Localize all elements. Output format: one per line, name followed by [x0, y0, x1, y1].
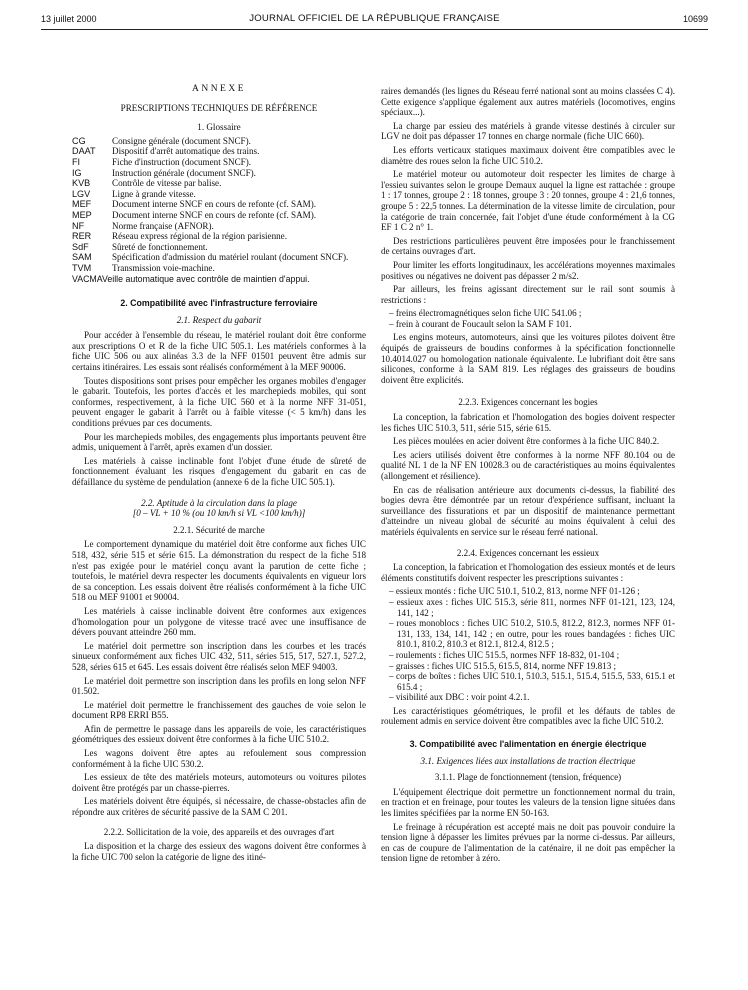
- list-item: – graisses : fiches UIC 515.5, 615.5, 814, norme NFF 19.813 ;: [389, 660, 617, 671]
- paragraph: Pour les marchepieds mobiles, des engagements plus importants peuvent être admis, uniquement à l'arrêt, après examen d'un dossier.: [72, 431, 366, 453]
- list-item: – roues monoblocs : fiches UIC 510.2, 510.5, 812.2, 812.3, normes NFF 01-131, 133, 134, 141, 142 ; en outre, pour les roues bandagées : fiches UIC 810.1, 810.2, 810.3 et 812.1, 812.4, 812.5 ;: [389, 618, 675, 650]
- glossary-def: Contrôle de vitesse par balise.: [112, 178, 222, 189]
- glossary-row: [72, 210, 348, 221]
- header-rule: [41, 29, 708, 30]
- glossary-abbr: LGV: [72, 188, 91, 199]
- paragraph: Pour limiter les efforts longitudinaux, les accélérations moyennes maximales positives ou négatives ne doivent pas dépasser 2 m/s2.: [381, 259, 675, 281]
- section-2-2-range: [0 – VL + 10 % (ou 10 km/h si VL <100 km/h)]: [132, 508, 306, 519]
- glossary-abbr: FI: [72, 156, 81, 167]
- glossary-row: [72, 221, 348, 232]
- glossary-row: [72, 146, 348, 157]
- list-item: – corps de boîtes : fiches UIC 510.1, 510.3, 515.1, 515.4, 515.5, 533, 615.1 et 615.4 ;: [389, 671, 675, 692]
- page-header: [41, 14, 708, 28]
- paragraph: Les efforts verticaux statiques maximaux doivent être compatibles avec le diamètre des roues selon la fiche UIC 510.2.: [381, 144, 675, 166]
- section-2-2-3-heading: 2.2.3. Exigences concernant les bogies: [458, 397, 598, 408]
- paragraph: Les pièces moulées en acier doivent être conformes à la fiche UIC 840.2.: [393, 436, 660, 447]
- header-date: 13 juillet 2000: [41, 14, 97, 24]
- glossary-abbr: NF: [72, 220, 85, 231]
- paragraph: Le matériel doit permettre son inscription dans les courbes et les tracés sinueux conformément aux fiches UIC 432, 511, séries 515, 517, 527.1, 527.2, 528, séries 615 et 645. Les essais doivent être réalisés selon MEF 94003.: [72, 640, 366, 672]
- glossary-def: Réseau express régional de la région parisienne.: [112, 231, 287, 242]
- paragraph: La disposition et la charge des essieux des wagons doivent être conformes à la fiche UIC 700 selon la catégorie de ligne des itiné-: [72, 841, 366, 862]
- paragraph: Le matériel doit permettre son inscription dans les profils en long selon NFF 01.502.: [72, 675, 366, 697]
- glossary-row: [72, 178, 348, 189]
- glossary-abbr: RER: [72, 231, 92, 242]
- paragraph: Pour accéder à l'ensemble du réseau, le matériel roulant doit être conforme aux prescriptions O et R de la fiche UIC 505.1. Les matériels conformes à la fiche UIC 506 ou aux alinéas 3.3 de la NFF 01501 peuvent être admis sur certains itinéraires. Les essais sont réalisés conformément à la MEF 90006.: [72, 330, 366, 373]
- glossary-row: [72, 136, 348, 147]
- axle-list: [381, 586, 675, 703]
- list-item: – visibilité aux DBC : voir point 4.2.1.: [389, 692, 530, 703]
- paragraph: Les aciers utilisés doivent être conformes à la norme NFF 80.104 ou de qualité NL 1 de la NF EN 10028.3 ou de caractéristiques au moins équivalentes (allongement et résilience).: [381, 449, 675, 481]
- glossary-row: [72, 189, 348, 200]
- glossary-abbr: MEP: [72, 209, 92, 220]
- list-item: – essieux montés : fiche UIC 510.1, 510.2, 813, norme NFF 01-126 ;: [389, 586, 640, 597]
- page-number: 10699: [682, 14, 708, 24]
- glossary-def: Sûreté de fonctionnement.: [112, 241, 208, 252]
- glossary-def: Ligne à grande vitesse.: [112, 188, 196, 199]
- glossary-abbr: SAM: [72, 252, 92, 263]
- glossary-def: Instruction générale (document SNCF).: [112, 167, 256, 178]
- paragraph: Les wagons doivent être aptes au refoulement sous compression conformément à la fiche UIC 530.2.: [72, 748, 366, 769]
- paragraph: Le matériel doit permettre le franchissement des gauches de voie selon le document RP8 ERRI B55.: [72, 699, 366, 721]
- paragraph: Afin de permettre le passage dans les appareils de voie, les caractéristiques géométriques des essieux doivent être conformes à la fiche UIC 510.2.: [72, 723, 366, 745]
- glossary-table: [72, 136, 348, 274]
- right-column: [381, 86, 675, 867]
- section-3-1-heading: 3.1. Exigences liées aux installations de traction électrique: [420, 755, 636, 766]
- list-item: – frein à courant de Foucault selon la SAM F 101.: [389, 318, 572, 329]
- list-item: – essieux axes : fiches UIC 515.3, série 811, normes NFF 01-121, 123, 124, 141, 142 ;: [389, 596, 675, 618]
- glossary-def: Norme française (AFNOR).: [112, 220, 214, 231]
- section-2-2-4-heading: 2.2.4. Exigences concernant les essieux: [456, 547, 600, 558]
- glossary-def: Dispositif d'arrêt automatique des trains.: [112, 146, 260, 157]
- glossary-vacma: VACMAVeille automatique avec contrôle de maintien d'appui.: [72, 273, 310, 284]
- section-2-heading: 2. Compatibilité avec l'infrastructure ferroviaire: [120, 298, 318, 309]
- paragraph: Les engins moteurs, automoteurs, ainsi que les voitures pilotes doivent être équipés de graisseurs de boudins conformes à la spécification fonctionnelle 10.4014.027 ou homologation nationale équivalente. Le lubrifiant doit être sans silicones, conforme à la SAM 819. Les réglages des graisseurs de boudins doivent être explicités.: [381, 332, 675, 385]
- paragraph: L'équipement électrique doit permettre un fonctionnement normal du train, en traction et en freinage, pour toutes les valeurs de la tension ligne situées dans les limites spécifiées par la norme EN 50-163.: [381, 786, 675, 819]
- paragraph: Les matériels à caisse inclinable doivent être conformes aux exigences d'homologation pour un polygone de vitesse tracé avec une insuffisance de dévers pouvant atteindre 260 mm.: [72, 605, 366, 638]
- list-item: – roulements : fiches UIC 515.5, normes NFF 18-832, 01-104 ;: [389, 649, 620, 660]
- glossary-row: [72, 252, 348, 263]
- glossary-abbr: DAAT: [72, 146, 96, 157]
- glossary-abbr: TVM: [72, 262, 92, 273]
- glossary-heading: 1. Glossaire: [197, 122, 241, 133]
- paragraph: Toutes dispositions sont prises pour empêcher les organes mobiles d'engager le gabarit. Toutefois, les portes d'accès et les marchepieds mobiles, qui sont conformes, respectivement, à la fiche UIC 560 et à la norme NFF 31-051, peuvent engager le gabarit à l'arrêt ou à faible vitesse (< 5 km/h) dans les conditions prévues par ces documents.: [72, 375, 366, 429]
- glossary-row: [72, 157, 348, 168]
- paragraph: Les essieux de tête des matériels moteurs, automoteurs ou voitures pilotes doivent être protégés par un chasse-pierres.: [72, 772, 366, 793]
- annexe-heading: ANNEXE: [191, 84, 247, 94]
- glossary-row: [72, 199, 348, 210]
- glossary-def: Consigne générale (document SNCF).: [112, 135, 251, 146]
- journal-title: JOURNAL OFFICIEL DE LA RÉPUBLIQUE FRANÇAISE: [249, 13, 500, 24]
- glossary-row: [72, 263, 348, 274]
- glossary-def: Document interne SNCF en cours de refonte (cf. SAM).: [112, 209, 317, 220]
- glossary-row: [72, 242, 348, 253]
- glossary-row: [72, 168, 348, 179]
- glossary-row: [72, 231, 348, 242]
- section-3-heading: 3. Compatibilité avec l'alimentation en énergie électrique: [409, 739, 647, 750]
- paragraph: En cas de réalisation antérieure aux documents ci-dessus, la fiabilité des bogies devra être démontrée par un retour d'expérience suffisant, incluant la surveillance des fissurations et par un dispositif de maintenance permettant d'atteindre un niveau global de sécurité au moins équivalent à celui des matériels équivalents en service sur le réseau ferré national.: [381, 484, 675, 537]
- paragraph: La conception, la fabrication et l'homologation des bogies doivent respecter les fiches UIC 510.3, 511, série 515, série 615.: [381, 412, 675, 433]
- glossary-def: Fiche d'instruction (document SNCF).: [112, 156, 252, 167]
- paragraph: Les caractéristiques géométriques, le profil et les défauts de tables de roulement admis en service doivent être compatibles avec la fiche UIC 510.2.: [381, 705, 675, 727]
- paragraph: Les matériels doivent être équipés, si nécessaire, de chasse-obstacles afin de répondre aux critères de sécurité passive de la SAM C 201.: [72, 796, 366, 818]
- glossary-abbr: MEF: [72, 199, 92, 210]
- section-2-2-heading: [72, 498, 366, 519]
- glossary-def: Spécification d'admission du matériel roulant (document SNCF).: [112, 252, 349, 263]
- left-column: [72, 84, 366, 865]
- section-2-1-heading: 2.1. Respect du gabarit: [176, 314, 262, 325]
- paragraph: Le matériel moteur ou automoteur doit respecter les limites de charge à l'essieu suivantes selon le groupe Demaux auquel la ligne est rattachée : groupe 1 : 17 tonnes, groupe 2 : 18 tonnes, groupe 3 : 20 tonnes, groupe 4 : 21,6 tonnes, groupe 5 : 22,5 tonnes. La détermination de la vitesse limite de circulation, pour la catégorie de train concernée, fait l'objet d'une étude conformément à la CG EF 1 C 2 n° 1.: [381, 169, 675, 233]
- section-2-2-1-heading: 2.2.1. Sécurité de marche: [173, 524, 265, 535]
- document-title: PRESCRIPTIONS TECHNIQUES DE RÉFÉRENCE: [120, 102, 318, 113]
- list-item: – freins électromagnétiques selon fiche UIC 541.06 ;: [389, 308, 582, 319]
- paragraph: La charge par essieu des matériels à grande vitesse destinés à circuler sur LGV ne doit pas dépasser 17 tonnes en charge normale (fiche UIC 660).: [381, 120, 675, 142]
- glossary-def: Transmission voie-machine.: [112, 262, 215, 273]
- paragraph: Le freinage à récupération est accepté mais ne doit pas pouvoir conduire la tension ligne à dépasser les limites prévues par la norme ci-dessus. Par ailleurs, en cas de coupure de l'alimentation de la caténaire, il ne doit pas empêcher la tension ligne de retomber à zéro.: [381, 821, 675, 864]
- section-2-2-2-heading: 2.2.2. Sollicitation de la voie, des appareils et des ouvrages d'art: [103, 826, 335, 837]
- section-2-2-title: 2.2. Aptitude à la circulation dans la plage: [141, 497, 297, 508]
- paragraph: La conception, la fabrication et l'homologation des essieux montés et de leurs éléments constitutifs doivent respecter les prescriptions suivantes :: [381, 562, 675, 583]
- glossary-abbr: CG: [72, 135, 86, 146]
- section-3-1-1-heading: 3.1.1. Plage de fonctionnement (tension, fréquence): [434, 772, 622, 783]
- glossary-def: Document interne SNCF en cours de refonte (cf. SAM).: [112, 199, 317, 210]
- glossary-abbr: SdF: [72, 241, 89, 252]
- paragraph: Les matériels à caisse inclinable font l'objet d'une étude de sûreté de fonctionnement évaluant les risques d'engagement du gabarit en cas de défaillance du système de pendulation (annexe 6 de la fiche UIC 505.1).: [72, 455, 366, 487]
- glossary-abbr: IG: [72, 167, 82, 178]
- brake-list: [381, 308, 675, 329]
- paragraph: raires demandés (les lignes du Réseau ferré national sont au moins classées C 4). Cette exigence s'applique également aux autres matériels (locomotives, engins spéciaux...).: [381, 86, 675, 118]
- paragraph: Par ailleurs, les freins agissant directement sur le rail sont soumis à restrictions :: [381, 284, 675, 305]
- paragraph: Des restrictions particulières peuvent être imposées pour le franchissement de certains ouvrages d'art.: [381, 235, 675, 257]
- paragraph: Le comportement dynamique du matériel doit être conforme aux fiches UIC 518, 432, série 515 et série 615. La démonstration du respect de la fiche 518 n'est pas exigée pour le matériel conçu avant la parution de cette fiche ; toutefois, le matériel devra respecter les documents équivalents en vigueur lors de sa conception. Les essais doivent être réalisés conformément à la fiche UIC 518 ou MEF 91001 et 90004.: [72, 539, 366, 603]
- glossary-abbr: KVB: [72, 178, 91, 189]
